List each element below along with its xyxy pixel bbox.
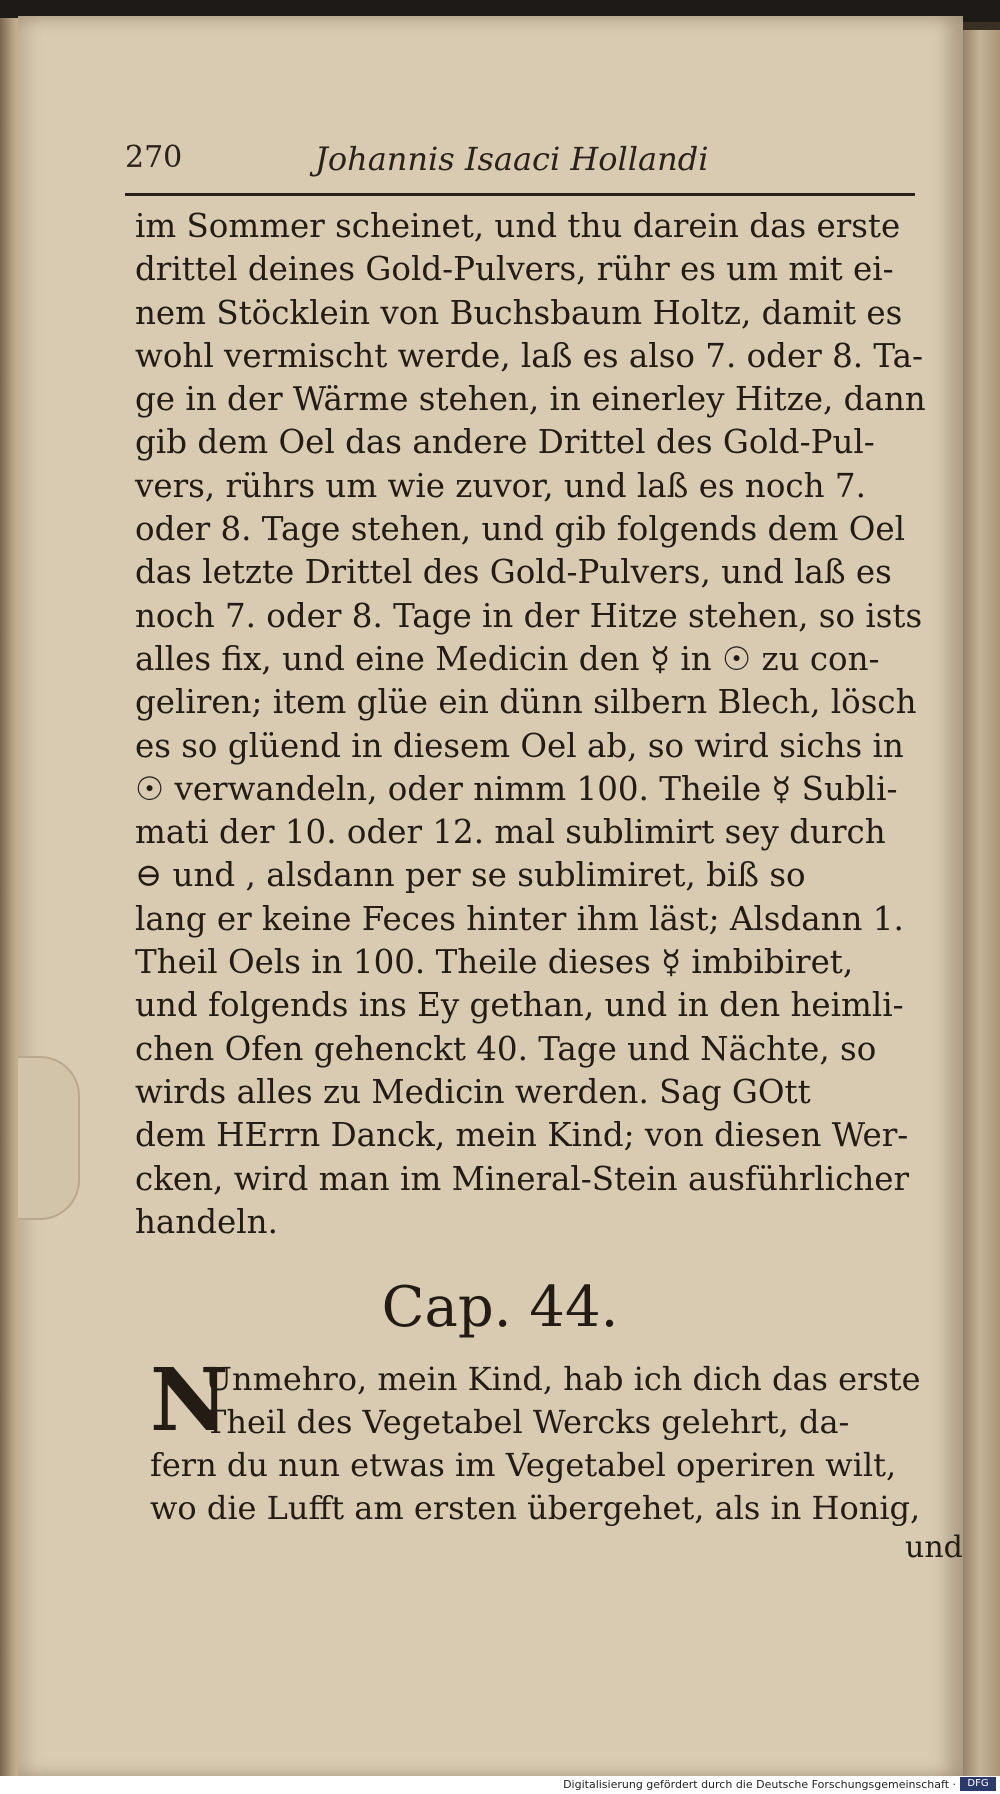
footer-credit: Digitalisierung gefördert durch die Deutsche Forschungsgemeinschaft · <box>563 1778 956 1791</box>
text-line: fern du nun etwas im Vegetabel operiren wilt, <box>150 1446 897 1484</box>
text-line: ☉ verwandeln, oder nimm 100. Theile ☿ Subli- <box>135 769 898 808</box>
text-line: gib dem Oel das andere Drittel des Gold-Pul- <box>135 423 875 462</box>
drop-cap-initial: N <box>150 1350 229 1451</box>
running-title: Johannis Isaaci Hollandi <box>315 140 709 178</box>
text-line: drittel deines Gold-Pulvers, rühr es um mit ei- <box>135 250 894 289</box>
body-text <box>135 205 945 1244</box>
text-line: lang er keine Feces hinter ihm läst; Alsdann 1. <box>135 899 904 938</box>
chapter-first-line: Unmehro, mein Kind, hab ich dich das erste <box>205 1360 921 1398</box>
text-line: und folgends ins Ey gethan, und in den heimli- <box>135 986 904 1025</box>
text-line: chen Ofen gehenckt 40. Tage und Nächte, so <box>135 1029 877 1068</box>
text-line: im Sommer scheinet, und thu darein das erste <box>135 207 901 245</box>
digitization-footer <box>0 1776 1000 1794</box>
chapter-heading: Cap. 44. <box>381 1275 619 1340</box>
text-line: handeln. <box>135 1202 278 1241</box>
text-line: vers, rührs um wie zuvor, und laß es noch 7. <box>135 466 866 505</box>
text-line: wo die Lufft am ersten übergehet, als in Honig, <box>150 1489 921 1527</box>
catchword: und <box>905 1530 963 1565</box>
text-line: mati der 10. oder 12. mal sublimirt sey durch <box>135 813 886 852</box>
text-line: das letzte Drittel des Gold-Pulvers, und laß es <box>135 553 892 592</box>
text-line: wohl vermischt werde, laß es also 7. oder 8. Ta- <box>135 336 923 375</box>
chapter-body <box>150 1444 950 1530</box>
header-rule <box>125 193 915 196</box>
text-line: ge in der Wärme stehen, in einerley Hitze, dann <box>135 380 926 419</box>
page-tab-marker <box>18 1056 80 1220</box>
dfg-logo-icon: DFG <box>960 1777 996 1791</box>
page-stack-edge <box>960 30 1000 1778</box>
text-line: ⊖ und , alsdann per se sublimiret, biß so <box>135 856 806 895</box>
text-line: noch 7. oder 8. Tage in der Hitze stehen, so ists <box>135 596 923 635</box>
text-line: wirds alles zu Medicin werden. Sag GOtt <box>135 1072 811 1111</box>
text-line: alles fix, und eine Medicin den ☿ in ☉ zu con- <box>135 639 880 678</box>
chapter-second-line: Theil des Vegetabel Wercks gelehrt, da- <box>205 1403 850 1441</box>
text-line: cken, wird man im Mineral-Stein ausführlicher <box>135 1159 910 1198</box>
page-number: 270 <box>125 140 183 175</box>
text-line: geliren; item glüe ein dünn silbern Blech, lösch <box>135 683 917 722</box>
page-header <box>125 140 915 190</box>
text-line: nem Stöcklein von Buchsbaum Holtz, damit es <box>135 293 903 332</box>
text-line: oder 8. Tage stehen, und gib folgends dem Oel <box>135 510 906 549</box>
text-line: dem HErrn Danck, mein Kind; von diesen Wer- <box>135 1116 909 1155</box>
text-line: es so glüend in diesem Oel ab, so wird sichs in <box>135 726 904 765</box>
text-line: Theil Oels in 100. Theile dieses ☿ imbibiret, <box>135 943 854 982</box>
